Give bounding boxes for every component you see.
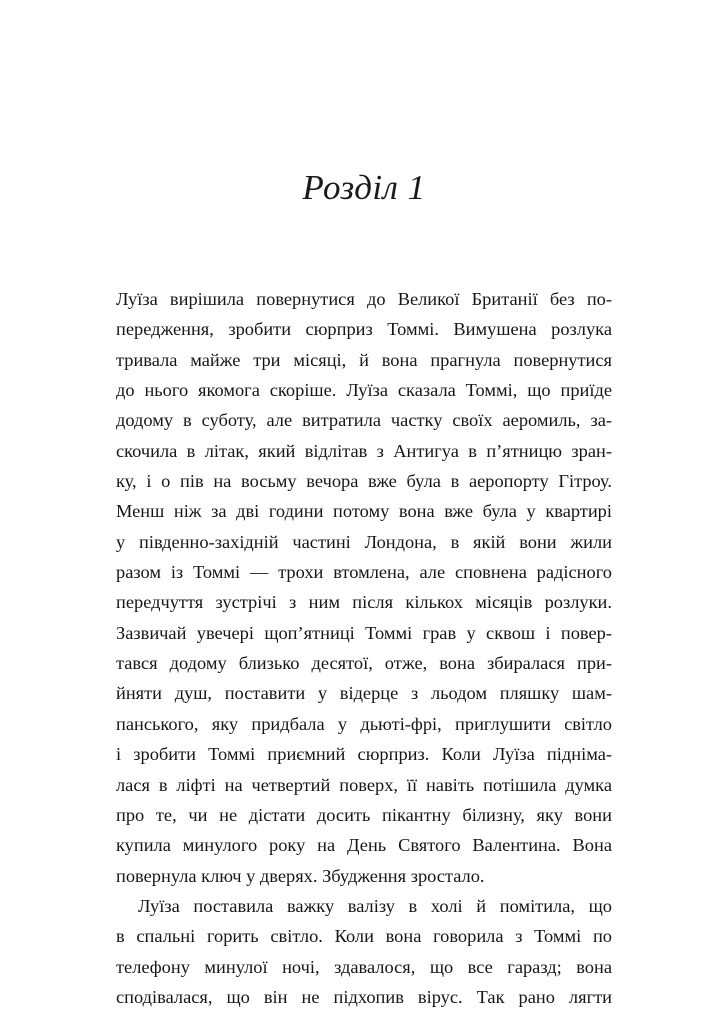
- text-line: Менш ніж за дві години потому вона вже була у квартирі: [116, 501, 612, 522]
- text-line: Луїза вирішила повернутися до Великої Британії без по-: [116, 289, 612, 309]
- text-line: Луїза поставила важку валізу в холі й помітила, що: [138, 895, 612, 916]
- paragraph-1: [116, 284, 612, 891]
- text-line: ку, і о пів на восьму вечора вже була в аеропорту Гітроу.: [116, 471, 612, 492]
- text-line: йняти душ, поставити у відерце з льодом пляшку шам-: [116, 683, 612, 704]
- text-line: і зробити Томмі приємний сюрприз. Коли Луїза підніма-: [116, 744, 612, 765]
- text-line: в спальні горить світло. Коли вона говорила з Томмі по: [116, 926, 612, 947]
- text-line: разом із Томмі — трохи втомлена, але сповнена радісного: [116, 562, 612, 583]
- text-line: лася в ліфті на четвертий поверх, її навіть потішила думка: [116, 774, 612, 795]
- text-line: панського, яку придбала у дьюті-фрі, приглушити світло: [116, 713, 612, 734]
- text-line: купила минулого року на День Святого Валентина. Вона: [116, 835, 612, 856]
- chapter-title: Розділ 1: [302, 168, 426, 207]
- text-line: повернула ключ у дверях. Збудження зростало.: [116, 865, 485, 886]
- text-line: телефону минулої ночі, здавалося, що все гаразд; вона: [116, 956, 612, 977]
- text-line: додому в суботу, але витратила частку своїх аеромиль, за-: [116, 410, 612, 431]
- text-line: до нього якомога скоріше. Луїза сказала Томмі, що приїде: [116, 380, 612, 401]
- text-line: передження, зробити сюрприз Томмі. Вимушена розлука: [116, 319, 612, 340]
- text-line: тався додому близько десятої, отже, вона збиралася при-: [116, 653, 612, 674]
- text-line: про те, чи не дістати досить пікантну білизну, яку вони: [116, 804, 612, 825]
- text-line: передчуття зустрічі з ним після кількох місяців розлуки.: [116, 592, 612, 613]
- text-line: скочила в літак, який відлітав з Антигуа в п’ятницю зран-: [116, 440, 612, 461]
- text-line: у південно-західній частині Лондона, в якій вони жили: [116, 531, 612, 552]
- text-line: Зазвичай увечері щоп’ятниці Томмі грав у сквош і повер-: [116, 622, 612, 643]
- text-line: сподівалася, що він не підхопив вірус. Так рано лягти: [116, 986, 612, 1007]
- body-text: [116, 284, 612, 1012]
- paragraph-2: [116, 891, 612, 1012]
- text-line: тривала майже три місяці, й вона прагнула повернутися: [116, 349, 612, 370]
